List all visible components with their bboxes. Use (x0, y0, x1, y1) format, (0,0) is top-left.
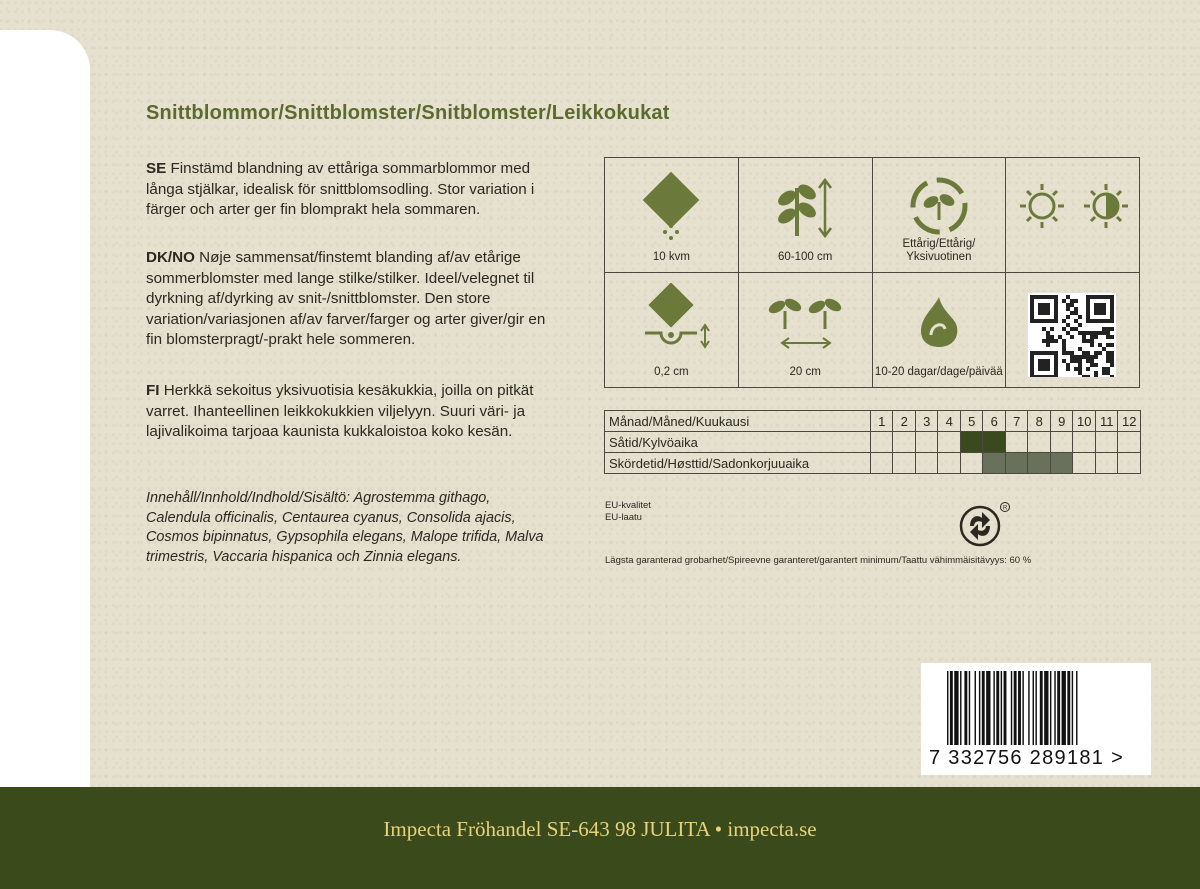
green-dot-recycle-icon (958, 500, 1013, 550)
sun-partial-shade-icon (1006, 168, 1139, 248)
cell-height (738, 158, 872, 273)
sowing-label: Såtid/Kylvöaika (605, 432, 871, 453)
footer-bar (0, 787, 1200, 889)
calendar-cell-month-4 (938, 432, 961, 453)
month-7: 7 (1005, 411, 1028, 432)
lang-code-fi: FI (146, 382, 160, 399)
calendar-cell-month-3 (915, 453, 938, 474)
germination-guarantee: Lägsta garanterad grobarhet/Spireevne garanteret/garantert minimum/Taattu vähimmäisitävyys: 60 % (605, 555, 1032, 566)
calendar-header-label: Månad/Måned/Kuukausi (605, 411, 871, 432)
calendar-cell-month-1 (870, 432, 893, 453)
text-fi: Herkkä sekoitus yksivuotisia kesäkukkia, joilla on pitkät varret. Ihanteellinen leikkokukkien viljelyyn. Suuri väri- ja lajivalikoima tarjoaa kaunista kukkaloistoa koko kesän. (146, 382, 534, 441)
calendar-cell-month-9 (1050, 432, 1073, 453)
month-5: 5 (960, 411, 983, 432)
eu-quality (605, 500, 651, 524)
barcode-number: 7 332756 289181 > (929, 747, 1125, 769)
month-3: 3 (915, 411, 938, 432)
calendar-cell-month-10 (1073, 453, 1096, 474)
calendar-cell-month-12 (1118, 432, 1141, 453)
description-dk-no (146, 248, 546, 351)
calendar-cell-month-7 (1005, 453, 1028, 474)
svg-text:R: R (1003, 505, 1008, 512)
harvest-row (605, 453, 1141, 474)
calendar-cell-month-12 (1118, 453, 1141, 474)
month-9: 9 (1050, 411, 1073, 432)
cell-depth (605, 273, 739, 388)
calendar-cell-month-6 (983, 453, 1006, 474)
footer-address: Impecta Fröhandel SE-643 98 JULITA • impecta.se (383, 817, 817, 841)
eu-quality-fi: EU-laatu (605, 512, 642, 523)
calendar-cell-month-10 (1073, 432, 1096, 453)
calendar-header-row (605, 411, 1141, 432)
cell-germination (872, 273, 1006, 388)
calendar-cell-month-9 (1050, 453, 1073, 474)
month-4: 4 (938, 411, 961, 432)
label-germination: 10-20 dagar/dage/päivää (874, 366, 1003, 378)
calendar-cell-month-5 (960, 453, 983, 474)
label-annual: Ettårig/Ettårig/ Yksivuotinen (902, 238, 976, 263)
calendar-cell-month-8 (1028, 453, 1051, 474)
lang-code-se: SE (146, 160, 167, 177)
cell-coverage (605, 158, 739, 273)
description-fi (146, 381, 546, 443)
calendar-cell-month-2 (893, 432, 916, 453)
barcode (921, 663, 1151, 775)
month-12: 12 (1118, 411, 1141, 432)
calendar-cell-month-11 (1095, 453, 1118, 474)
month-1: 1 (870, 411, 893, 432)
eu-quality-se: EU-kvalitet (605, 500, 651, 511)
calendar-cell-month-2 (893, 453, 916, 474)
month-10: 10 (1073, 411, 1096, 432)
qr-code-icon (1006, 277, 1139, 377)
seed-packet-icon (605, 168, 738, 248)
calendar-cell-month-8 (1028, 432, 1051, 453)
cell-qr (1006, 273, 1140, 388)
white-tab (0, 30, 90, 842)
sowing-row (605, 432, 1141, 453)
ingredients: Innehåll/Innhold/Indhold/Sisältö: Agrostemma githago, Calendula officinalis, Centaurea cyanus, Consolida ajacis, Cosmos bipinnatus, Gypsophila elegans, Malope trifida, Malva trimestris, Vaccaria hispanica och Zinnia elegans. (146, 490, 544, 565)
calendar-cell-month-3 (915, 432, 938, 453)
sowing-depth-icon (605, 283, 738, 363)
month-11: 11 (1095, 411, 1118, 432)
calendar-cell-month-5 (960, 432, 983, 453)
month-2: 2 (893, 411, 916, 432)
month-8: 8 (1028, 411, 1051, 432)
lang-code-dk: DK/NO (146, 249, 195, 266)
plant-height-icon (739, 168, 872, 248)
cell-sun (1006, 158, 1140, 273)
calendar-cell-month-11 (1095, 432, 1118, 453)
calendar-cell-month-7 (1005, 432, 1028, 453)
cell-annual (872, 158, 1006, 273)
month-6: 6 (983, 411, 1006, 432)
sowing-harvest-calendar (604, 410, 1141, 474)
germination-icon (873, 283, 1006, 363)
label-depth: 0,2 cm (654, 366, 689, 378)
cultivation-icon-grid (604, 157, 1140, 388)
label-spacing: 20 cm (789, 366, 821, 378)
calendar-cell-month-6 (983, 432, 1006, 453)
harvest-label: Skördetid/Høsttid/Sadonkorjuuaika (605, 453, 871, 474)
plant-spacing-icon (739, 283, 872, 363)
calendar-cell-month-1 (870, 453, 893, 474)
cell-spacing (738, 273, 872, 388)
calendar-cell-month-4 (938, 453, 961, 474)
description-se (146, 159, 546, 221)
text-dk: Nøje sammensat/finstemt blanding af/av etårige sommerblomster med lange stilke/stilker. Ideel/velegnet til dyrkning af/dyrking av snit-/snittblomster. Den store variation/variasjonen af/av farver/farger og arter giver/gir en fin blomsterpragt/-prakt hele sommeren. (146, 249, 546, 349)
annual-cycle-icon (873, 168, 1006, 248)
page-title: Snittblommor/Snittblomster/Snitblomster/Leikkokukat (146, 102, 670, 124)
label-height: 60-100 cm (777, 251, 833, 263)
text-se: Finstämd blandning av ettåriga sommarblommor med långa stjälkar, idealisk för snittblomsodling. Stor variation i färger och arter ger fin blomprakt hela sommaren. (146, 160, 535, 219)
label-coverage: 10 kvm (652, 251, 690, 263)
